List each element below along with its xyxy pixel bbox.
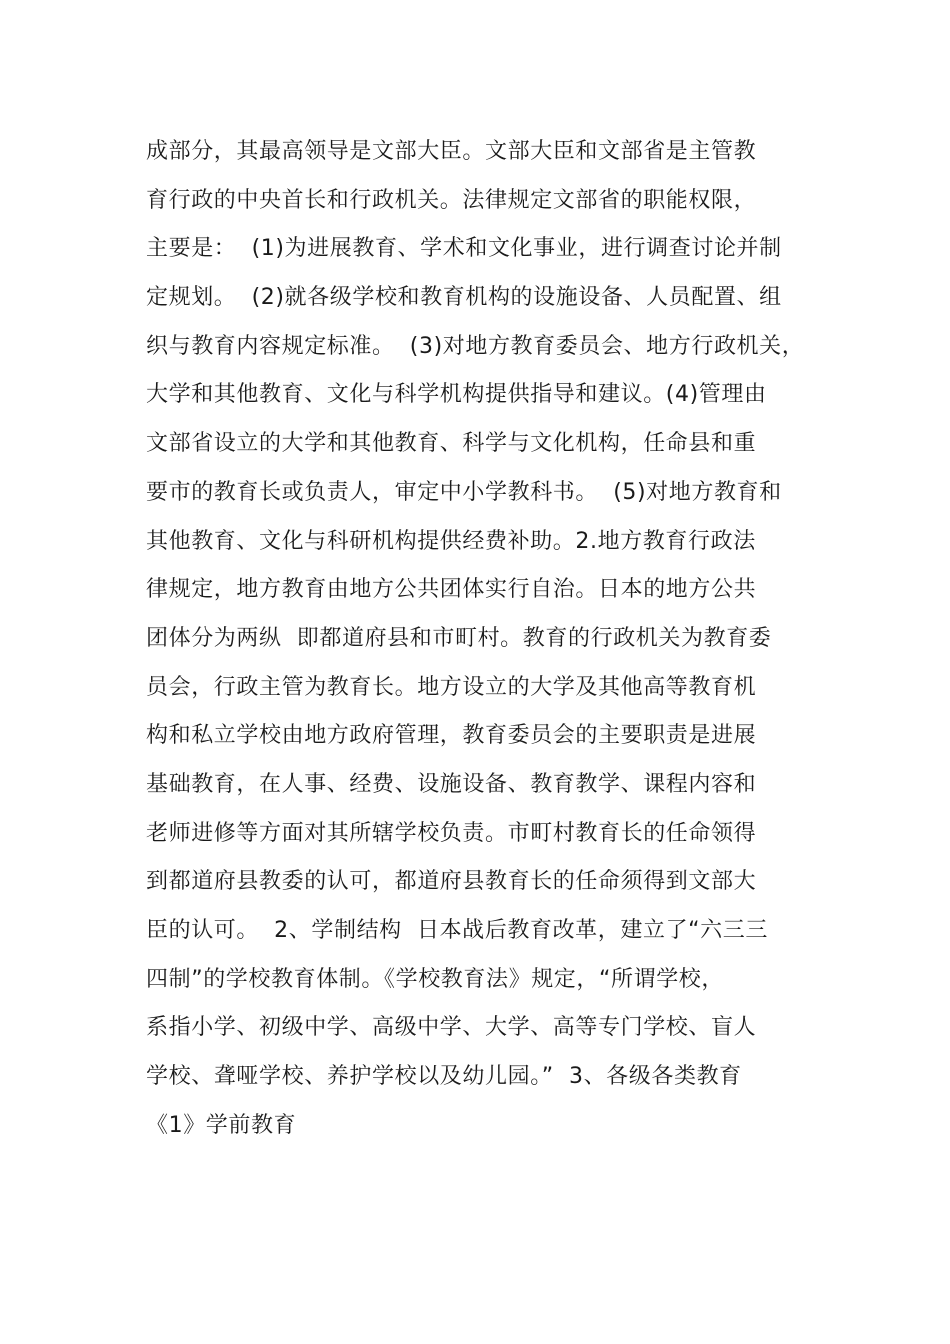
text-line: 系指小学、初级中学、高级中学、大学、高等专门学校、盲人: [146, 1015, 757, 1041]
text-line: 基础教育，在人事、经费、设施设备、教育教学、课程内容和: [146, 771, 757, 797]
text-line: 成部分，其最高领导是文部大臣。文部大臣和文部省是主管教: [146, 139, 757, 164]
text-line: 到都道府县教委的认可，都道府县教育长的任命须得到文部大: [146, 869, 757, 895]
text-line: 构和私立学校由地方政府管理，教育委员会的主要职责是进展: [146, 723, 757, 749]
text-line: 其他教育、文化与科研机构提供经费补助。2.地方教育行政法: [146, 528, 756, 554]
body-text: [146, 128, 826, 1150]
text-line: 要市的教育长或负责人，审定中小学教科书。 (5)对地方教育和: [146, 479, 782, 505]
text-line: 律规定，地方教育由地方公共团体实行自治。日本的地方公共: [146, 577, 757, 603]
text-line: 文部省设立的大学和其他教育、科学与文化机构，任命县和重: [146, 431, 757, 457]
text-line: 四制”的学校教育体制。《学校教育法》规定，“所谓学校，: [146, 966, 724, 992]
text-line: 育行政的中央首长和行政机关。法律规定文部省的职能权限，: [146, 187, 757, 213]
text-line: 织与教育内容规定标准。 (3)对地方教育委员会、地方行政机关，: [146, 333, 805, 359]
text-line: 老师进修等方面对其所辖学校负责。市町村教育长的任命领得: [146, 820, 757, 846]
text-line: 学校、聋哑学校、养护学校以及幼儿园。” 3、各级各类教育: [146, 1064, 742, 1090]
text-line: 主要是： (1)为进展教育、学术和文化事业，进行调查讨论并制: [146, 236, 782, 262]
text-line: 臣的认可。 2、学制结构 日本战后教育改革，建立了“六三三: [146, 918, 768, 943]
text-line: 《1》学前教育: [146, 1112, 297, 1138]
text-line: 定规划。 (2)就各级学校和教育机构的设施设备、人员配置、组: [146, 285, 782, 311]
text-line: 大学和其他教育、文化与科学机构提供指导和建议。(4)管理由: [146, 382, 767, 408]
text-line: 员会，行政主管为教育长。地方设立的大学及其他高等教育机: [146, 674, 757, 700]
text-line: 团体分为两纵 即都道府县和市町村。教育的行政机关为教育委: [146, 625, 772, 651]
